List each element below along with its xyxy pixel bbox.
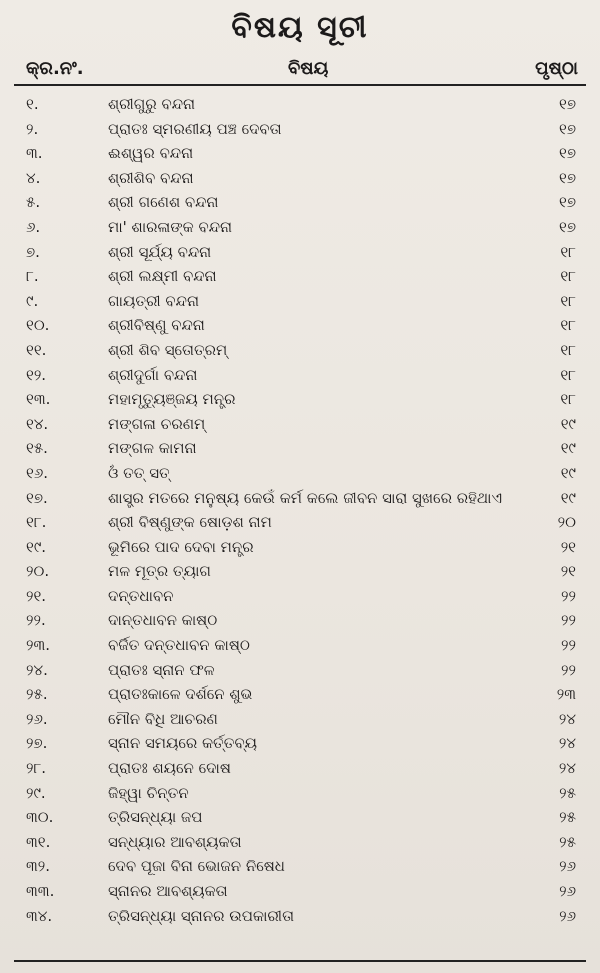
contents-row: [18, 436, 584, 461]
entry-page-number: ୨୪: [558, 709, 576, 728]
entry-subject: ଗାୟତ୍ରୀ ବନ୍ଦନା: [108, 291, 200, 310]
entry-number: ୩୪.: [26, 906, 53, 925]
contents-row: [18, 461, 584, 486]
entry-number: ୬.: [26, 217, 41, 236]
entry-number: ୧୪.: [26, 414, 49, 433]
entry-subject: ଶ୍ରୀ ଗଣେଶ ବନ୍ଦନା: [108, 193, 219, 212]
entry-subject: ଦାନ୍ତଧାବନ କାଷ୍ଠ: [108, 611, 218, 630]
contents-row: [18, 117, 584, 142]
entry-page-number: ୨୨: [561, 611, 576, 630]
contents-row: [18, 387, 584, 412]
entry-page-number: ୧୮: [560, 340, 576, 359]
entry-subject: ଶ୍ରୀଦୁର୍ଗା ବନ୍ଦନା: [108, 365, 198, 384]
entry-number: ୨.: [26, 119, 39, 138]
entry-page-number: ୨୪: [558, 734, 576, 753]
contents-row: [18, 633, 584, 658]
entry-number: ୧.: [26, 95, 39, 113]
entry-subject: ସ୍ନାନ ସମୟରେ କର୍ତ୍ତବ୍ୟ: [108, 734, 258, 753]
entry-number: ୧୨.: [26, 365, 47, 384]
entry-subject: ଶ୍ରୀବିଷ୍ଣୁ ବନ୍ଦନା: [108, 316, 205, 335]
entry-number: ୨୧.: [26, 586, 47, 605]
entry-subject: ମଳ ମୂତ୍ର ତ୍ୟାଗ: [108, 562, 211, 581]
entry-subject: ପ୍ରାତଃକାଳେ ଦର୍ଶନେ ଶୁଭ: [108, 685, 253, 704]
entry-page-number: ୧୮: [560, 267, 576, 286]
contents-row: [18, 215, 584, 240]
header-page: ପୃଷ୍ଠା: [535, 58, 578, 79]
entry-subject: ଶ୍ରୀ ବିଷ୍ଣୁଙ୍କ ଷୋଡ଼ଶ ନାମ: [108, 513, 272, 532]
contents-row: [18, 412, 584, 437]
entry-subject: ମହାମୃତ୍ୟୁଞ୍ଜୟ ମନ୍ତ୍ର: [108, 390, 236, 409]
entry-number: ୩୦.: [26, 808, 54, 827]
entry-subject: ଶ୍ରୀ ଲକ୍ଷ୍ମୀ ବନ୍ଦନା: [108, 267, 217, 286]
contents-row: [18, 830, 584, 855]
contents-row: [18, 658, 584, 683]
entry-subject: ପ୍ରାତଃ ସ୍ନାନ ଫଳ: [108, 660, 215, 679]
entry-number: ୨୨.: [26, 611, 46, 630]
entry-page-number: ୨୫: [559, 832, 576, 851]
entry-number: ୧୯.: [26, 537, 47, 556]
entry-subject: ଶ୍ରୀ ସୂର୍ଯ୍ୟ ବନ୍ଦନା: [108, 242, 212, 261]
entry-subject: ଶ୍ରୀଶିବ ବନ୍ଦନା: [108, 168, 194, 187]
entry-number: ୧୦.: [26, 316, 50, 335]
entry-number: ୭.: [26, 242, 40, 261]
entry-page-number: ୧୮: [560, 242, 576, 261]
contents-row: [18, 166, 584, 191]
entry-number: ୨୯.: [26, 783, 46, 802]
contents-row: [18, 313, 584, 338]
header-rule: [14, 84, 586, 86]
entry-page-number: ୧୭: [559, 119, 576, 138]
contents-row: [18, 682, 584, 707]
entry-page-number: ୧୭: [559, 193, 576, 212]
entry-page-number: ୨୨: [561, 636, 576, 655]
entry-page-number: ୨୬: [559, 906, 576, 925]
entry-subject: ଜିହ୍ୱା ଚିନ୍ତନ: [108, 783, 189, 802]
entry-subject: ପ୍ରାତଃ ଶୟନେ ଦୋଷ: [108, 759, 231, 778]
entry-page-number: ୨୦: [557, 513, 576, 532]
entry-number: ୯.: [26, 291, 39, 310]
entry-page-number: ୨୪: [558, 759, 576, 778]
entry-number: ୨୭.: [26, 734, 48, 753]
entry-page-number: ୨୩: [556, 685, 576, 704]
entry-number: ୨୬.: [26, 709, 48, 728]
entry-page-number: ୧୯: [560, 463, 576, 482]
contents-row: [18, 92, 584, 117]
entry-subject: ମଙ୍ଗଳା ଚରଣମ୍: [108, 414, 206, 433]
entry-subject: ତ୍ରିସନ୍ଧ୍ୟା ସ୍ନାନର ଉପକାରୀତା: [108, 906, 294, 925]
contents-row: [18, 879, 584, 904]
entry-subject: ଈଶ୍ୱର ବନ୍ଦନା: [108, 144, 194, 163]
entry-page-number: ୧୭: [559, 168, 576, 187]
entry-number: ୩୩.: [26, 882, 55, 900]
entry-number: ୨୦.: [26, 562, 50, 581]
entry-number: ୮.: [26, 267, 39, 286]
contents-row: [18, 584, 584, 609]
entry-page-number: ୧୭: [559, 144, 576, 163]
entry-subject: ସ୍ନାନର ଆବଶ୍ୟକତା: [108, 882, 228, 900]
entry-page-number: ୧୮: [560, 291, 576, 310]
entry-subject: ସନ୍ଧ୍ୟାର ଆବଶ୍ୟକତା: [108, 832, 242, 851]
entry-number: ୫.: [26, 193, 41, 212]
bottom-rule: [14, 960, 586, 962]
entry-page-number: ୨୫: [559, 783, 576, 802]
entry-page-number: ୧୮: [560, 365, 576, 384]
entry-subject: ଦେବ ପୂଜା ବିନା ଭୋଜନ ନିଷେଧ: [108, 857, 285, 876]
entry-page-number: ୨୬: [559, 857, 576, 876]
entry-number: ୨୪.: [26, 660, 48, 679]
entry-page-number: ୨୨: [561, 586, 576, 605]
entry-subject: ମା' ଶାରଳାଙ୍କ ବନ୍ଦନା: [108, 217, 233, 236]
entry-page-number: ୧୯: [560, 439, 576, 458]
contents-row: [18, 289, 584, 314]
entry-number: ୧୭.: [26, 488, 48, 507]
entry-subject: ଶ୍ରୀଗୁରୁ ବନ୍ଦନା: [108, 95, 196, 113]
entry-subject: ମଙ୍ଗଳ କାମନା: [108, 439, 197, 458]
entry-number: ୩୨.: [26, 857, 51, 876]
contents-row: [18, 486, 584, 511]
entry-subject: ଓଁ ତତ୍ ସତ୍: [108, 463, 170, 482]
contents-row: [18, 141, 584, 166]
entry-number: ୧୧.: [26, 340, 47, 359]
entry-number: ୧୩.: [26, 390, 51, 409]
table-header: [18, 56, 584, 82]
entry-page-number: ୧୭: [559, 95, 576, 113]
entry-page-number: ୨୧: [560, 537, 576, 556]
entry-subject: ବର୍ଜିତ ଦନ୍ତଧାବନ କାଷ୍ଠ: [108, 636, 250, 655]
contents-row: [18, 338, 584, 363]
header-subject: ବିଷୟ: [288, 58, 329, 79]
entry-number: ୧୫.: [26, 439, 48, 458]
contents-row: [18, 904, 584, 929]
contents-row: [18, 240, 584, 265]
entry-page-number: ୧୯: [560, 414, 576, 433]
contents-row: [18, 190, 584, 215]
contents-row: [18, 707, 584, 732]
entry-subject: ଭୂମିରେ ପାଦ ଦେବା ମନ୍ତ୍ର: [108, 537, 254, 556]
contents-row: [18, 781, 584, 806]
entry-subject: ଶାସ୍ତ୍ର ମତରେ ମନୁଷ୍ୟ କେଉଁ କର୍ମ କଲେ ଜୀବନ ସାରା ସୁଖରେ ରହିଥାଏ: [108, 488, 503, 507]
entry-subject: ଦନ୍ତଧାବନ: [108, 586, 174, 605]
header-serial-number: କ୍ର.ନଂ.: [26, 58, 84, 79]
contents-row: [18, 559, 584, 584]
entry-page-number: ୨୧: [560, 562, 576, 581]
entry-number: ୪.: [26, 168, 41, 187]
entry-subject: ତ୍ରିସନ୍ଧ୍ୟା ଜପ: [108, 808, 203, 827]
entry-number: ୩୧.: [26, 832, 51, 851]
entry-subject: ପ୍ରାତଃ ସ୍ମରଣୀୟ ପଞ୍ଚ ଦେବତା: [108, 119, 282, 138]
entry-number: ୧୬.: [26, 463, 49, 482]
contents-row: [18, 363, 584, 388]
entry-number: ୨୩.: [26, 636, 51, 655]
entry-number: ୩.: [26, 144, 43, 163]
entry-page-number: ୧୯: [560, 488, 576, 507]
contents-row: [18, 510, 584, 535]
contents-row: [18, 756, 584, 781]
entry-number: ୧୮.: [26, 513, 47, 532]
contents-row: [18, 608, 584, 633]
entry-page-number: ୧୭: [559, 217, 576, 236]
entry-page-number: ୨୨: [561, 660, 576, 679]
contents-list: [18, 92, 584, 928]
entry-subject: ମୌନ ବିଧି ଆଚରଣ: [108, 709, 218, 728]
page-title: ବିଷୟ ସୂଚୀ: [231, 10, 369, 45]
entry-number: ୨୮.: [26, 759, 47, 778]
entry-subject: ଶ୍ରୀ ଶିବ ସ୍ତୋତ୍ରମ୍: [108, 340, 228, 359]
contents-row: [18, 264, 584, 289]
entry-page-number: ୧୮: [560, 390, 576, 409]
entry-page-number: ୨୫: [559, 808, 576, 827]
contents-row: [18, 731, 584, 756]
contents-row: [18, 854, 584, 879]
entry-page-number: ୨୬: [559, 882, 576, 900]
contents-row: [18, 805, 584, 830]
entry-page-number: ୧୮: [560, 316, 576, 335]
contents-row: [18, 535, 584, 560]
entry-number: ୨୫.: [26, 685, 48, 704]
